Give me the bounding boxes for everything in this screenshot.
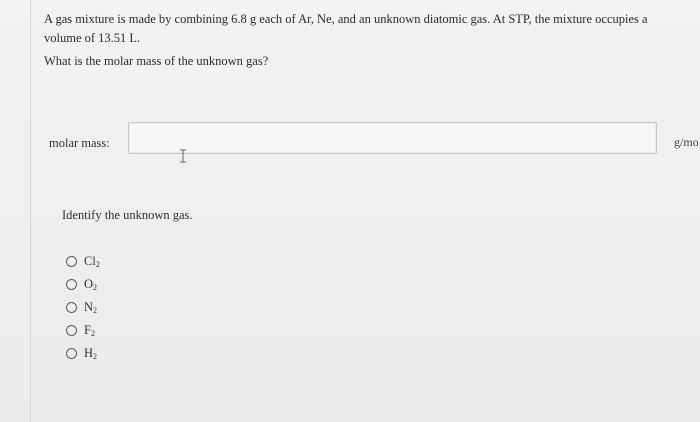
molar-mass-input[interactable] [128,122,657,154]
text-cursor-icon [178,149,188,163]
option-f2[interactable] [66,319,100,342]
option-cl2[interactable] [66,250,100,273]
radio-icon[interactable] [66,256,77,267]
option-o2[interactable] [66,273,100,296]
gas-options-list [66,250,100,365]
molar-mass-label: molar mass: [49,136,110,150]
option-label: $F_2$ [84,323,95,338]
radio-icon[interactable] [66,302,77,313]
molar-mass-unit: g/mo [674,135,699,149]
radio-icon[interactable] [66,325,77,336]
option-h2[interactable] [66,342,100,365]
option-label: $N_2$ [84,300,98,315]
question-text: A gas mixture is made by combining 6.8 g each of Ar, Ne, and an unknown diatomic gas. At STP, the mixture occupies a volume of 13.51 L. [44,12,648,45]
left-border-divider [30,0,31,422]
radio-icon[interactable] [66,348,77,359]
option-label: $O_2$ [84,277,98,292]
option-label: $H_2$ [84,346,98,361]
option-label: $Cl_2$ [84,254,100,269]
radio-icon[interactable] [66,279,77,290]
identify-prompt: Identify the unknown gas. [62,208,193,222]
subquestion-text: What is the molar mass of the unknown gas? [44,54,269,68]
option-n2[interactable] [66,296,100,319]
